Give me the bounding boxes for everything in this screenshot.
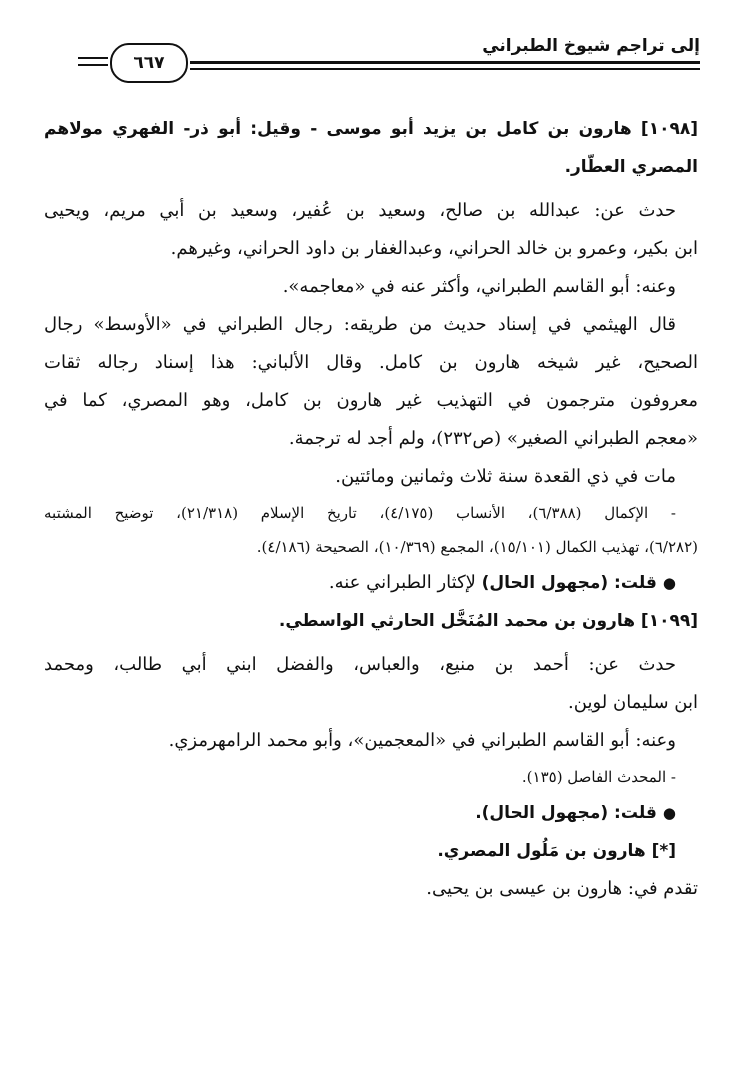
page-number: ٦٦٧ [110,43,188,83]
verdict-label: قلت: (مجهول الحال) [481,573,657,593]
page-body [44,110,698,908]
entry-1098-sources-line-1: - الإكمال (٦/٣٨٨)، الأنساب (٤/١٧٥)، تاريخ الإسلام (٢١/٣١٨)، توضيح المشتبه [44,504,676,522]
entry-1098-teachers-line-1: حدث عن: عبدالله بن صالح، وسعيد بن عُفير، وسعيد بن أبي مريم، ويحيى [44,200,676,221]
entry-1099-verdict [44,794,698,832]
entry-1098-grading-line-1: قال الهيثمي في إسناد حديث من طريقه: رجال الطبراني في «الأوسط» رجال [44,314,676,335]
header-rule-left-bottom [78,64,108,66]
header-rule-left-top [78,57,108,59]
crossref-text: تقدم في: هارون بن عيسى بن يحيى. [426,878,698,899]
entry-1099-sources: - المحدث الفاصل (١٣٥). [521,768,676,786]
entry-1098-students: وعنه: أبو القاسم الطبراني، وأكثر عنه في «معاجمه». [282,276,676,297]
verdict-label: قلت: (مجهول الحال). [475,803,657,823]
entry-1098-teachers-line-2: ابن بكير، وعمرو بن خالد الحراني، وعبدالغفار بن داود الحراني، وغيرهم. [170,238,698,259]
header-rule-thick [190,61,700,64]
running-header [76,30,700,90]
entry-1098-grading-line-3: معروفون مترجمون في التهذيب غير هارون بن كامل، وهو المصري، كما في [44,390,698,411]
entry-1099-teachers-line-1: حدث عن: أحمد بن منيع، والعباس، والفضل ابني أبي طالب، ومحمد [44,654,676,675]
entry-1098-title-line-2: المصري العطّار. [564,157,698,177]
entry-1098-verdict [44,564,698,602]
entry-1099-title: [١٠٩٩] هارون بن محمد المُنَخَّل الحارثي الواسطي. [278,611,698,631]
verdict-remark: لإكثار الطبراني عنه. [328,572,476,593]
entry-1098-title-line-1: [١٠٩٨] هارون بن كامل بن يزيد أبو موسى - وقيل: أبو ذر- الفهري مولاهم [44,119,698,139]
bullet-icon: ● [662,574,676,592]
entry-1098-grading-line-4: «معجم الطبراني الصغير» (ص٢٣٢)، ولم أجد له ترجمة. [288,428,698,449]
crossref-title: [*] هارون بن مَلُول المصري. [437,841,676,861]
entry-1099-students: وعنه: أبو القاسم الطبراني في «المعجمين»، وأبو محمد الرامهرمزي. [168,730,676,751]
entry-1098-death: مات في ذي القعدة سنة ثلاث وثمانين ومائتين. [335,466,676,487]
bullet-icon: ● [662,804,676,822]
header-rule-thin [190,68,700,70]
entry-1098-grading-line-2: الصحيح، غير شيخه هارون بن كامل. وقال الألباني: هذا إسناد رجاله ثقات [44,352,698,373]
entry-1099-teachers-line-2: ابن سليمان لوين. [568,692,698,713]
entry-1098-sources-line-2: (٦/٢٨٢)، تهذيب الكمال (١٥/١٠١)، المجمع (١٠/٣٦٩)، الصحيحة (٤/١٨٦). [256,538,698,556]
running-title: إلى تراجم شيوخ الطبراني [482,36,700,56]
